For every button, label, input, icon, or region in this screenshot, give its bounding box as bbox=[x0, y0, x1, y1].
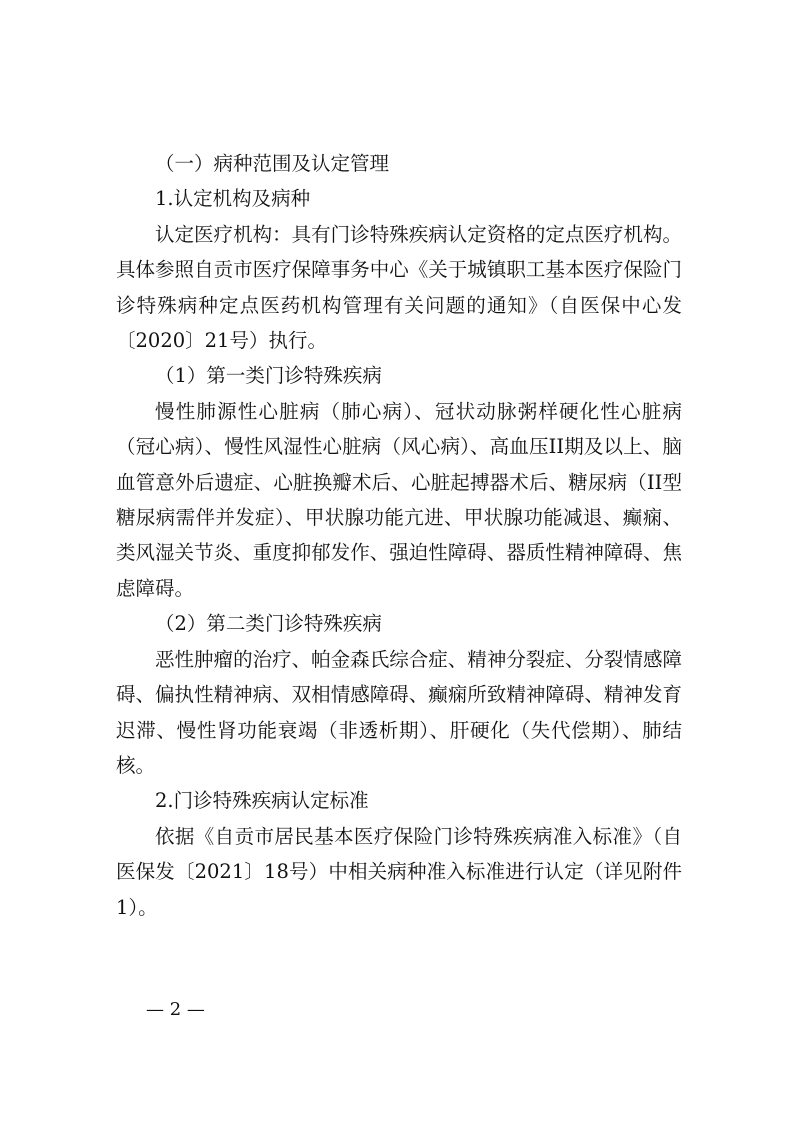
category-heading: （2）第二类门诊特殊疾病 bbox=[155, 612, 382, 636]
section-heading: （一）病种范围及认定管理 bbox=[155, 152, 390, 175]
body-paragraph: 认定医疗机构：具有门诊特殊疾病认定资格的定点医疗机构。具体参照自贡市医疗保障事务中心《关于城镇职工基本医疗保险门诊特殊病种定点医药机构管理有关问题的通知》（自医保中心发〔2020〕21号）执行。 bbox=[116, 222, 682, 353]
category-heading: （1）第一类门诊特殊疾病 bbox=[155, 364, 382, 388]
body-paragraph: 慢性肺源性心脏病（肺心病）、冠状动脉粥样硬化性心脏病（冠心病）、慢性风湿性心脏病（风心病）、高血压II期及以上、脑血管意外后遗症、心脏换瓣术后、心脏起搏器术后、糖尿病（II型糖尿病需伴并发症）、甲状腺功能亢进、甲状腺功能减退、癫痫、类风湿关节炎、重度抑郁发作、强迫性障碍、器质性精神障碍、焦虑障碍。 bbox=[116, 399, 682, 600]
body-paragraph: 恶性肿瘤的治疗、帕金森氏综合症、精神分裂症、分裂情感障碍、偏执性精神病、双相情感障碍、癫痫所致精神障碍、精神发育迟滞、慢性肾功能衰竭（非透析期）、肝硬化（失代偿期）、肺结核。 bbox=[116, 647, 682, 777]
body-paragraph: 依据《自贡市居民基本医疗保险门诊特殊疾病准入标准》（自医保发〔2021〕18号）中相关病种准入标准进行认定（详见附件1）。 bbox=[116, 824, 682, 919]
subsection-heading: 1.认定机构及病种 bbox=[155, 187, 311, 211]
subsection-heading: 2.门诊特殊疾病认定标准 bbox=[155, 789, 369, 813]
document-body bbox=[116, 146, 682, 925]
page-number: — 2 — bbox=[146, 999, 205, 1020]
